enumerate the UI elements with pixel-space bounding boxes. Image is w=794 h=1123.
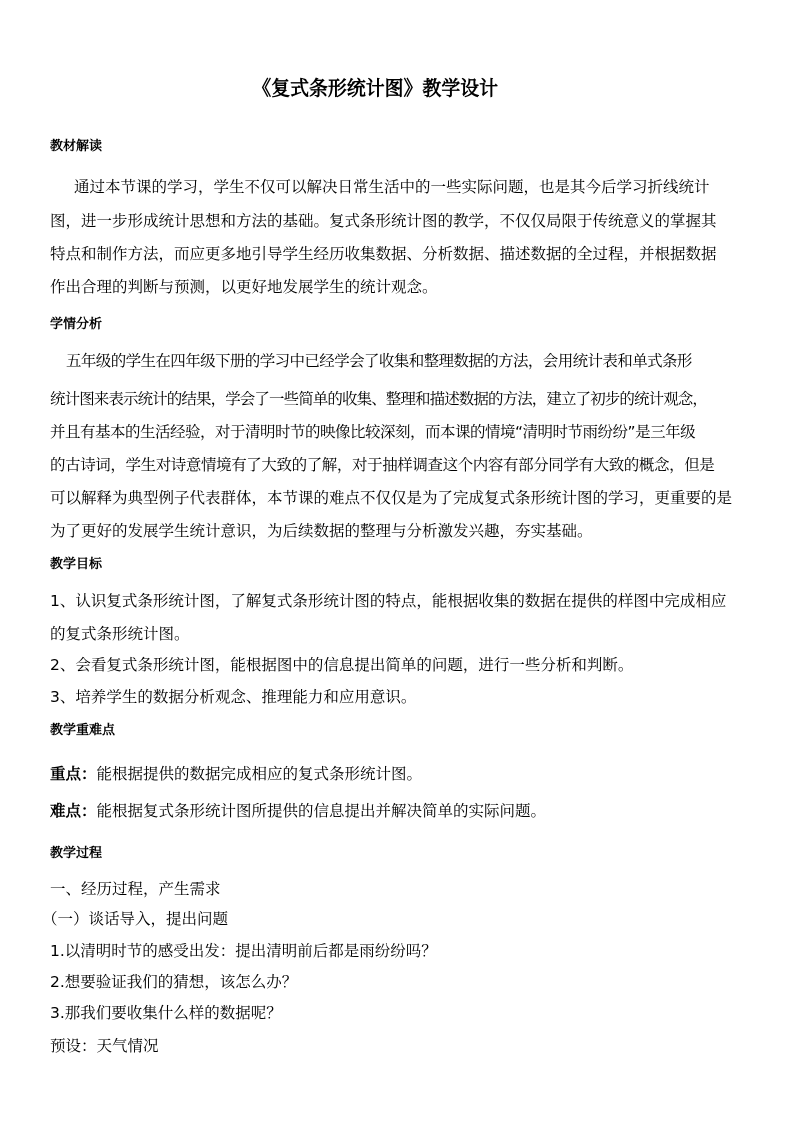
paragraph-line: 并且有基本的生活经验，对于清明时节的映像比较深刻，而本课的情境“清明时节雨纷纷”是三年级 <box>50 423 696 441</box>
key-point-line <box>50 763 422 785</box>
paragraph-line: 2、会看复式条形统计图，能根据图中的信息提出简单的问题，进行一些分析和判断。 <box>50 656 634 674</box>
paragraph-line: （一）谈话导入，提出问题 <box>42 910 229 928</box>
paragraph-line: 3.那我们要收集什么样的数据呢？ <box>50 1004 282 1022</box>
key-point-text: 能根据提供的数据完成相应的复式条形统计图。 <box>96 765 423 783</box>
paragraph-line: 1.以清明时节的感受出发：提出清明前后都是雨纷纷吗？ <box>50 942 437 960</box>
paragraph-line: 可以解释为典型例子代表群体，本节课的难点不仅仅是为了完成复式条形统计图的学习，更重要的是 <box>50 489 733 507</box>
paragraph-line: 图，进一步形成统计思想和方法的基础。复式条形统计图的教学，不仅仅局限于传统意义的掌握其 <box>50 212 717 230</box>
section-heading-key-points: 教学重难点 <box>50 723 116 738</box>
section-heading-process: 教学过程 <box>50 846 103 861</box>
section-heading-materials: 教材解读 <box>50 139 103 154</box>
difficult-point-label: 难点： <box>50 802 97 820</box>
paragraph-line: 3、培养学生的数据分析观念、推理能力和应用意识。 <box>50 688 417 706</box>
paragraph-line: 通过本节课的学习，学生不仅可以解决日常生活中的一些实际问题，也是其今后学习折线统计 <box>74 178 710 196</box>
document-title: 《复式条形统计图》教学设计 <box>252 76 499 100</box>
section-heading-objectives: 教学目标 <box>50 557 103 572</box>
paragraph-line: 的古诗词，学生对诗意情境有了大致的了解，对于抽样调查这个内容有部分同学有大致的概念，但是 <box>50 456 715 474</box>
difficult-point-line <box>50 800 546 822</box>
section-heading-learners: 学情分析 <box>50 317 103 332</box>
paragraph-line: 1、认识复式条形统计图，了解复式条形统计图的特点，能根据收集的数据在提供的样图中完成相应 <box>50 592 727 610</box>
paragraph-line: 的复式条形统计图。 <box>50 625 190 643</box>
paragraph-line: 一、经历过程，产生需求 <box>50 880 221 898</box>
paragraph-line: 五年级的学生在四年级下册的学习中已经学会了收集和整理数据的方法，会用统计表和单式条形 <box>66 352 692 370</box>
paragraph-line: 作出合理的判断与预测，以更好地发展学生的统计观念。 <box>50 278 438 296</box>
paragraph-line: 预设：天气情况 <box>50 1037 159 1055</box>
paragraph-line: 统计图来表示统计的结果，学会了一些简单的收集、整理和描述数据的方法，建立了初步的统计观念， <box>50 390 708 408</box>
key-point-label: 重点： <box>50 765 97 783</box>
difficult-point-text: 能根据复式条形统计图所提供的信息提出并解决简单的实际问题。 <box>96 802 547 820</box>
paragraph-line: 为了更好的发展学生统计意识，为后续数据的整理与分析激发兴趣，夯实基础。 <box>50 522 593 540</box>
paragraph-line: 特点和制作方法，而应更多地引导学生经历收集数据、分析数据、描述数据的全过程，并根据数据 <box>50 245 717 263</box>
paragraph-line: 2.想要验证我们的猜想，该怎么办？ <box>50 973 298 991</box>
